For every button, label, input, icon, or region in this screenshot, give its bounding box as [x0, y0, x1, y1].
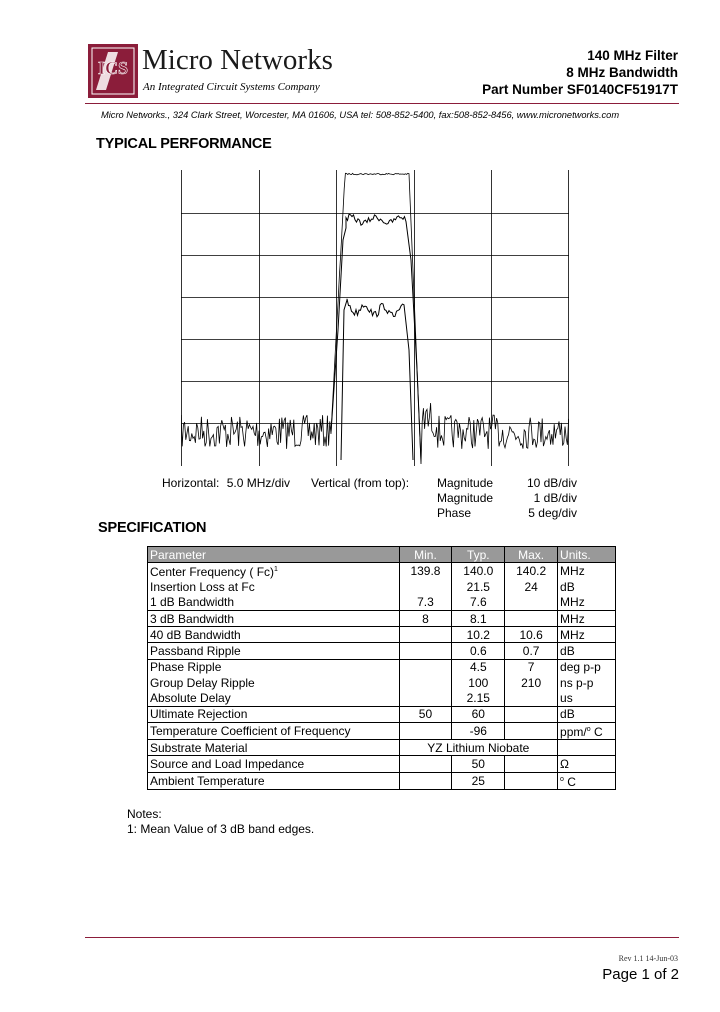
trace-scale: 10 dB/div — [526, 476, 577, 490]
min-cell — [399, 627, 452, 643]
param-cell: Ultimate Rejection — [148, 706, 400, 722]
brand-name: Micro Networks — [142, 44, 333, 76]
units-cell: dB — [558, 579, 616, 594]
horizontal-label: Horizontal: — [162, 476, 220, 490]
legend-trace-names — [437, 476, 493, 521]
trace-scale: 5 deg/div — [528, 506, 577, 520]
typ-cell: 2.15 — [452, 690, 505, 706]
min-cell — [399, 722, 452, 739]
typ-cell: 10.2 — [452, 627, 505, 643]
min-cell — [399, 675, 452, 690]
units-cell: MHz — [558, 610, 616, 626]
company-logo — [88, 44, 138, 98]
max-cell: 0.7 — [505, 643, 558, 659]
table-row — [148, 610, 616, 626]
table-row — [148, 690, 616, 706]
typ-cell: 140.0 — [452, 563, 505, 580]
company-address: Micro Networks., 324 Clark Street, Worcester, MA 01606, USA tel: 508-852-5400, fax:508-852-8456, www.micronetworks.com — [101, 110, 620, 120]
max-cell: 10.6 — [505, 627, 558, 643]
max-cell: 210 — [505, 675, 558, 690]
param-cell: Group Delay Ripple — [148, 675, 400, 690]
units-cell: MHz — [558, 563, 616, 580]
param-cell: Insertion Loss at Fc — [148, 579, 400, 594]
typ-cell: -96 — [452, 722, 505, 739]
title-part-number: Part Number SF0140CF51917T — [482, 82, 678, 97]
value-cell: YZ Lithium Niobate — [399, 739, 557, 755]
table-row — [148, 579, 616, 594]
table-row — [148, 756, 616, 772]
title-bandwidth: 8 MHz Bandwidth — [566, 65, 678, 80]
note-item: 1: Mean Value of 3 dB band edges. — [127, 822, 315, 836]
notes-title: Notes: — [127, 807, 162, 821]
document-title — [482, 47, 678, 98]
typ-cell: 0.6 — [452, 643, 505, 659]
table-row — [148, 627, 616, 643]
param-cell: 1 dB Bandwidth — [148, 595, 400, 611]
min-cell: 8 — [399, 610, 452, 626]
param-cell: Absolute Delay — [148, 690, 400, 706]
column-header: Units. — [558, 547, 616, 563]
typical-performance-heading: TYPICAL PERFORMANCE — [96, 136, 272, 152]
header-rule — [85, 103, 679, 104]
typ-cell: 60 — [452, 706, 505, 722]
max-cell: 24 — [505, 579, 558, 594]
trace-scale: 1 dB/div — [533, 491, 577, 505]
max-cell — [505, 722, 558, 739]
max-cell — [505, 756, 558, 772]
typ-cell: 100 — [452, 675, 505, 690]
min-cell: 7.3 — [399, 595, 452, 611]
min-cell — [399, 756, 452, 772]
max-cell — [505, 690, 558, 706]
param-cell: Source and Load Impedance — [148, 756, 400, 772]
units-cell: MHz — [558, 627, 616, 643]
brand-tagline: An Integrated Circuit Systems Company — [143, 81, 320, 93]
table-row — [148, 659, 616, 675]
legend-trace-scales — [527, 476, 577, 521]
typ-cell: 21.5 — [452, 579, 505, 594]
units-cell: dB — [558, 643, 616, 659]
footer-rule — [85, 937, 679, 938]
title-frequency: 140 MHz Filter — [587, 48, 678, 63]
column-header: Typ. — [452, 547, 505, 563]
revision-stamp: Rev 1.1 14-Jun-03 — [618, 954, 678, 963]
units-cell: deg p-p — [558, 659, 616, 675]
units-cell: ns p-p — [558, 675, 616, 690]
horizontal-value: 5.0 MHz/div — [226, 476, 291, 490]
min-cell — [399, 659, 452, 675]
notes — [127, 807, 314, 837]
specification-table — [147, 546, 616, 790]
min-cell — [399, 643, 452, 659]
param-cell: Passband Ripple — [148, 643, 400, 659]
table-row — [148, 722, 616, 739]
max-cell: 7 — [505, 659, 558, 675]
table-row — [148, 706, 616, 722]
min-cell: 50 — [399, 706, 452, 722]
param-cell: 40 dB Bandwidth — [148, 627, 400, 643]
min-cell — [399, 772, 452, 789]
plot-grid — [181, 170, 569, 466]
units-cell: dB — [558, 706, 616, 722]
param-cell: Substrate Material — [148, 739, 400, 755]
param-cell: Ambient Temperature — [148, 772, 400, 789]
typ-cell: 7.6 — [452, 595, 505, 611]
units-cell: us — [558, 690, 616, 706]
table-row — [148, 675, 616, 690]
table-header-row — [148, 547, 616, 563]
trace-name: Magnitude — [437, 491, 494, 505]
trace-stopband — [181, 173, 569, 464]
table-row — [148, 563, 616, 580]
min-cell: 139.8 — [399, 563, 452, 580]
units-cell — [558, 739, 616, 755]
max-cell — [505, 706, 558, 722]
typ-cell: 4.5 — [452, 659, 505, 675]
table-row — [148, 772, 616, 789]
vertical-label: Vertical (from top): — [311, 476, 410, 490]
table-row — [148, 739, 616, 755]
typ-cell: 25 — [452, 772, 505, 789]
max-cell — [505, 610, 558, 626]
units-cell: Ω — [558, 756, 616, 772]
table-row — [148, 595, 616, 611]
performance-plot — [181, 170, 569, 466]
units-cell: MHz — [558, 595, 616, 611]
page-number: Page 1 of 2 — [602, 966, 679, 983]
min-cell — [399, 579, 452, 594]
min-cell — [399, 690, 452, 706]
column-header: Max. — [505, 547, 558, 563]
column-header: Parameter — [148, 547, 400, 563]
logo-text: ICS — [97, 58, 129, 78]
legend-horizontal — [162, 476, 290, 490]
column-header: Min. — [399, 547, 452, 563]
typ-cell: 50 — [452, 756, 505, 772]
param-cell: Phase Ripple — [148, 659, 400, 675]
max-cell: 140.2 — [505, 563, 558, 580]
units-cell: $^o$ C — [558, 772, 616, 789]
max-cell — [505, 595, 558, 611]
specification-heading: SPECIFICATION — [98, 520, 207, 536]
trace-name: Magnitude — [437, 476, 494, 490]
param-cell: Temperature Coefficient of Frequency — [148, 722, 400, 739]
typ-cell: 8.1 — [452, 610, 505, 626]
param-cell: Center Frequency ( Fc)$^1$ — [148, 563, 400, 580]
param-cell: 3 dB Bandwidth — [148, 610, 400, 626]
trace-phase — [341, 299, 413, 460]
max-cell — [505, 772, 558, 789]
table-row — [148, 643, 616, 659]
trace-name: Phase — [437, 506, 472, 520]
units-cell: ppm/$^o$ C — [558, 722, 616, 739]
